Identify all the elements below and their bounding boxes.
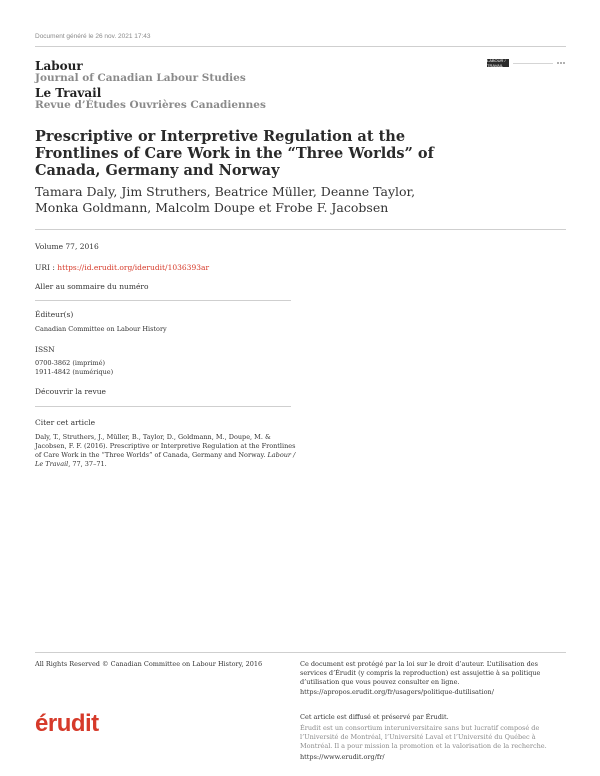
citation-main: Daly, T., Struthers, J., Müller, B., Taylor, D., Goldmann, M., Doupe, M. & Jacobsen, F. F. (2016). Prescriptive or Interpretive Regulation at the Frontlines of Care Work in the “Three Worlds” of Canada, Germany and Norway.	[35, 433, 296, 459]
article-authors: Tamara Daly, Jim Struthers, Beatrice Müller, Deanne Taylor, Monka Goldmann, Malcolm Doupe et Frobe F. Jacobsen	[35, 184, 416, 215]
journal-title-fr: Le Travail	[35, 86, 102, 100]
article-title: Prescriptive or Interpretive Regulation at the Frontlines of Care Work in the “Three Worlds” of Canada, Germany and Norway	[35, 128, 434, 179]
uri-link[interactable]: https://id.erudit.org/iderudit/1036393ar	[57, 263, 210, 272]
preserved-title: Cet article est diffusé et préservé par Érudit.	[300, 713, 449, 721]
volume: Volume 77, 2016	[35, 242, 99, 251]
meta-divider-2	[35, 406, 291, 407]
discover-link[interactable]: Découvrir la revue	[35, 387, 106, 396]
issn-digital: 1911-4842 (numérique)	[35, 368, 114, 376]
journal-subtitle-fr: Revue d’Études Ouvrières Canadiennes	[35, 99, 266, 111]
footer-divider	[35, 652, 566, 653]
journal-badge-label: LABOUR / TRAVAIL	[487, 59, 509, 67]
circles-icon	[557, 59, 567, 67]
badge-line	[513, 63, 553, 64]
copyright-notice: Ce document est protégé par la loi sur le droit d’auteur. L’utilisation des services d’Érudit (y compris la reproduction) est assujettie à sa politique d’utilisation que vous pouvez consulter en ligne.	[300, 660, 541, 686]
summary-link[interactable]: Aller au sommaire du numéro	[35, 282, 149, 291]
policy-link[interactable]: https://apropos.erudit.org/fr/usagers/politique-dutilisation/	[300, 688, 494, 696]
issn-label: ISSN	[35, 345, 55, 354]
citation-tail: , 77, 37–71.	[68, 460, 107, 468]
cite-label: Citer cet article	[35, 418, 96, 427]
rights-notice: All Rights Reserved © Canadian Committee on Labour History, 2016	[35, 660, 263, 668]
consortium-text: Érudit est un consortium interuniversitaire sans but lucratif composé de l’Université de Montréal, l’Université Laval et l’Université du Québec à Montréal. Il a pour mission la promotion et la valorisation de la recherche.	[300, 724, 547, 750]
title-divider	[35, 229, 566, 230]
citation-journal: Labour / Le Travail	[35, 451, 296, 468]
erudit-logo: érudit	[35, 710, 99, 737]
uri-line	[35, 263, 209, 272]
erudit-link[interactable]: https://www.erudit.org/fr/	[300, 753, 385, 761]
issn-print: 0700-3862 (imprimé)	[35, 359, 106, 367]
uri-label: URI :	[35, 263, 55, 272]
journal-title-en: Labour	[35, 59, 83, 73]
header-divider	[35, 46, 566, 47]
publisher-name: Canadian Committee on Labour History	[35, 325, 167, 333]
generated-date: Document généré le 26 nov. 2021 17:43	[35, 33, 151, 40]
meta-divider-1	[35, 300, 291, 301]
publisher-label: Éditeur(s)	[35, 310, 74, 319]
citation	[35, 433, 297, 469]
journal-badge	[487, 58, 567, 68]
journal-subtitle-en: Journal of Canadian Labour Studies	[35, 72, 246, 84]
